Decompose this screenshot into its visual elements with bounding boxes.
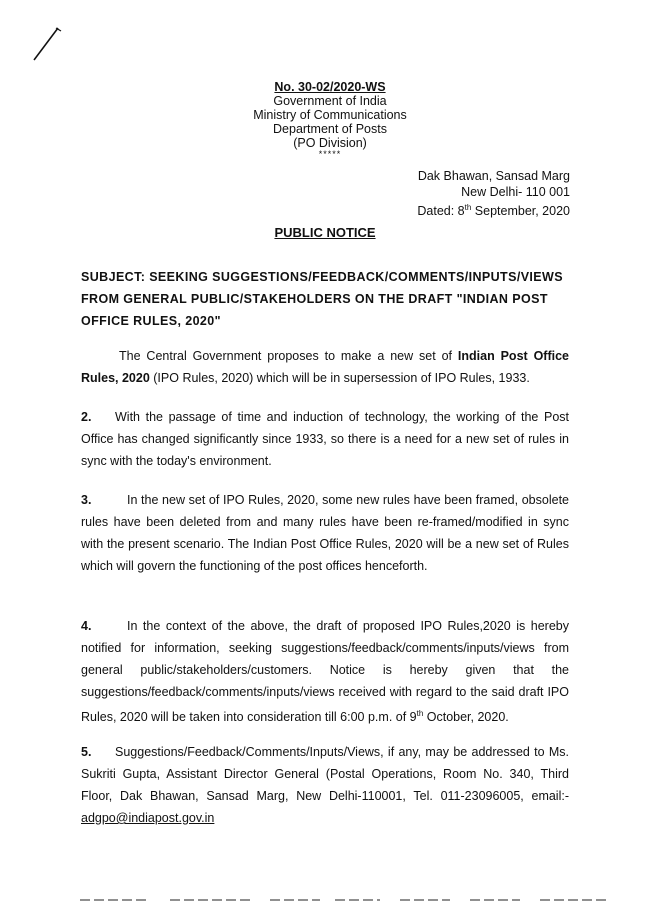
- department-line: Department of Posts: [273, 122, 387, 136]
- paragraph-2: 2. With the passage of time and induction of technology, the working of the Post Office has changed significantly since 1933, so there is a need for a new set of rules in sync with the today's environment.: [81, 406, 569, 472]
- paragraph-1: The Central Government proposes to make a new set of Indian Post Office Rules, 2020 (IPO Rules, 2020) which will be in supersession of IPO Rules, 1933.: [81, 349, 569, 385]
- address-block: [417, 169, 570, 220]
- paragraph-4: 4. In the context of the above, the draft of proposed IPO Rules,2020 is hereby notified for information, seeking suggestions/feedback/comments/inputs/views from general public/stakeholders/customers. Notice is hereby given that the suggestions/feedback/comments/inputs/views received with regard to the said draft IPO Rules, 2020 will be taken into consideration till 6:00 p.m. of 9th October, 2020.: [81, 615, 569, 728]
- stars-divider: *****: [318, 149, 342, 159]
- paragraph-number: 3.: [81, 493, 92, 507]
- paragraph-3: 3. In the new set of IPO Rules, 2020, some new rules have been framed, obsolete rules have been deleted from and many rules have been re-framed/modified in sync with the present scenario. The Indian Post Office Rules, 2020 will be a new set of Rules which will govern the functioning of the post offices henceforth.: [81, 489, 569, 577]
- contact-email-link[interactable]: adgpo@indiapost.gov.in: [81, 811, 215, 825]
- paragraph-number: 2.: [81, 410, 92, 424]
- paragraph-5: 5. Suggestions/Feedback/Comments/Inputs/Views, if any, may be addressed to Ms. Sukriti Gupta, Assistant Director General (Postal Operations, Room No. 340, Third Floor, Dak Bhawan, Sansad Marg, New Delhi-110001, Tel. 011-23096005, email:- adgpo@indiapost.gov.in: [81, 741, 569, 829]
- paragraph-number: 4.: [81, 619, 92, 633]
- paragraph-number: 5.: [81, 745, 92, 759]
- address-line-1: Dak Bhawan, Sansad Marg: [417, 169, 570, 183]
- division-line: (PO Division): [293, 136, 367, 150]
- date-line: Dated: 8th September, 2020: [417, 203, 570, 219]
- scan-footer-artifacts: [0, 896, 650, 904]
- ministry-line: Ministry of Communications: [253, 108, 407, 122]
- government-line: Government of India: [273, 94, 387, 108]
- handwritten-slash-mark: [28, 24, 68, 64]
- notice-title: PUBLIC NOTICE: [274, 225, 376, 240]
- subject: SUBJECT: SEEKING SUGGESTIONS/FEEDBACK/COMMENTS/INPUTS/VIEWS FROM GENERAL PUBLIC/STAKEHOLDERS ON THE DRAFT "INDIAN POST OFFICE RULES, 2020": [81, 270, 563, 328]
- address-line-2: New Delhi- 110 001: [461, 184, 570, 199]
- letterhead: [200, 80, 460, 158]
- reference-number: No. 30-02/2020-WS: [274, 80, 386, 94]
